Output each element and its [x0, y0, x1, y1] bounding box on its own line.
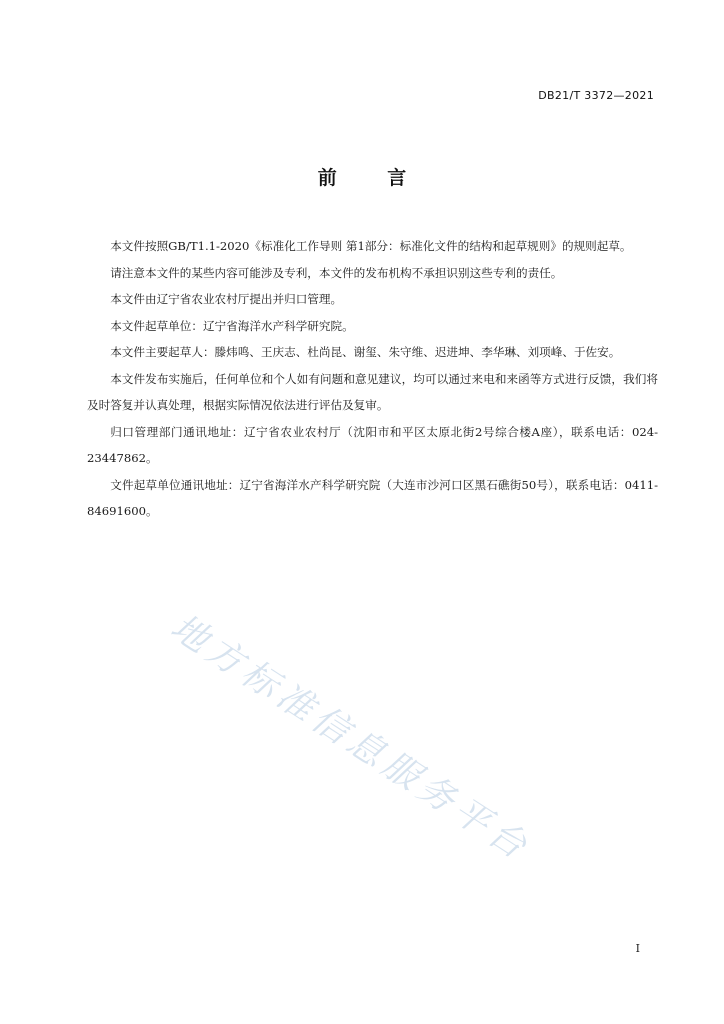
- paragraph-drafter-address: 文件起草单位通讯地址：辽宁省海洋水产科学研究院（大连市沙河口区黑石礁街50号），联系电话：0411-84691600。: [87, 477, 658, 518]
- watermark: 地方标准信息服务平台: [163, 606, 538, 870]
- page-number: I: [635, 942, 640, 955]
- paragraph-drafting-unit: 本文件起草单位：辽宁省海洋水产科学研究院。: [110, 318, 354, 333]
- paragraph-drafting-rules: 本文件按照GB/T1.1-2020《标准化工作导则 第1部分：标准化文件的结构和起草规则》的规则起草。: [110, 239, 632, 253]
- section-title: 前 言: [317, 167, 429, 189]
- document-code: DB21/T 3372—2021: [538, 89, 654, 102]
- paragraph-authority-address: 归口管理部门通讯地址：辽宁省农业农村厅（沈阳市和平区太原北街2号综合楼A座），联系电话：024-23447862。: [87, 424, 658, 465]
- paragraph-drafters: 本文件主要起草人：滕炜鸣、王庆志、杜尚昆、谢玺、朱守维、迟进坤、李华琳、刘项峰、于佐安。: [110, 345, 621, 359]
- paragraph-proposer: 本文件由辽宁省农业农村厅提出并归口管理。: [110, 292, 343, 306]
- paragraph-feedback: 本文件发布实施后，任何单位和个人如有问题和意见建议，均可以通过来电和来函等方式进行反馈，我们将及时答复并认真处理，根据实际情况依法进行评估及复审。: [87, 371, 658, 412]
- foreword-body: [87, 233, 658, 525]
- paragraph-patent-notice: 请注意本文件的某些内容可能涉及专利，本文件的发布机构不承担识别这些专利的责任。: [110, 265, 563, 280]
